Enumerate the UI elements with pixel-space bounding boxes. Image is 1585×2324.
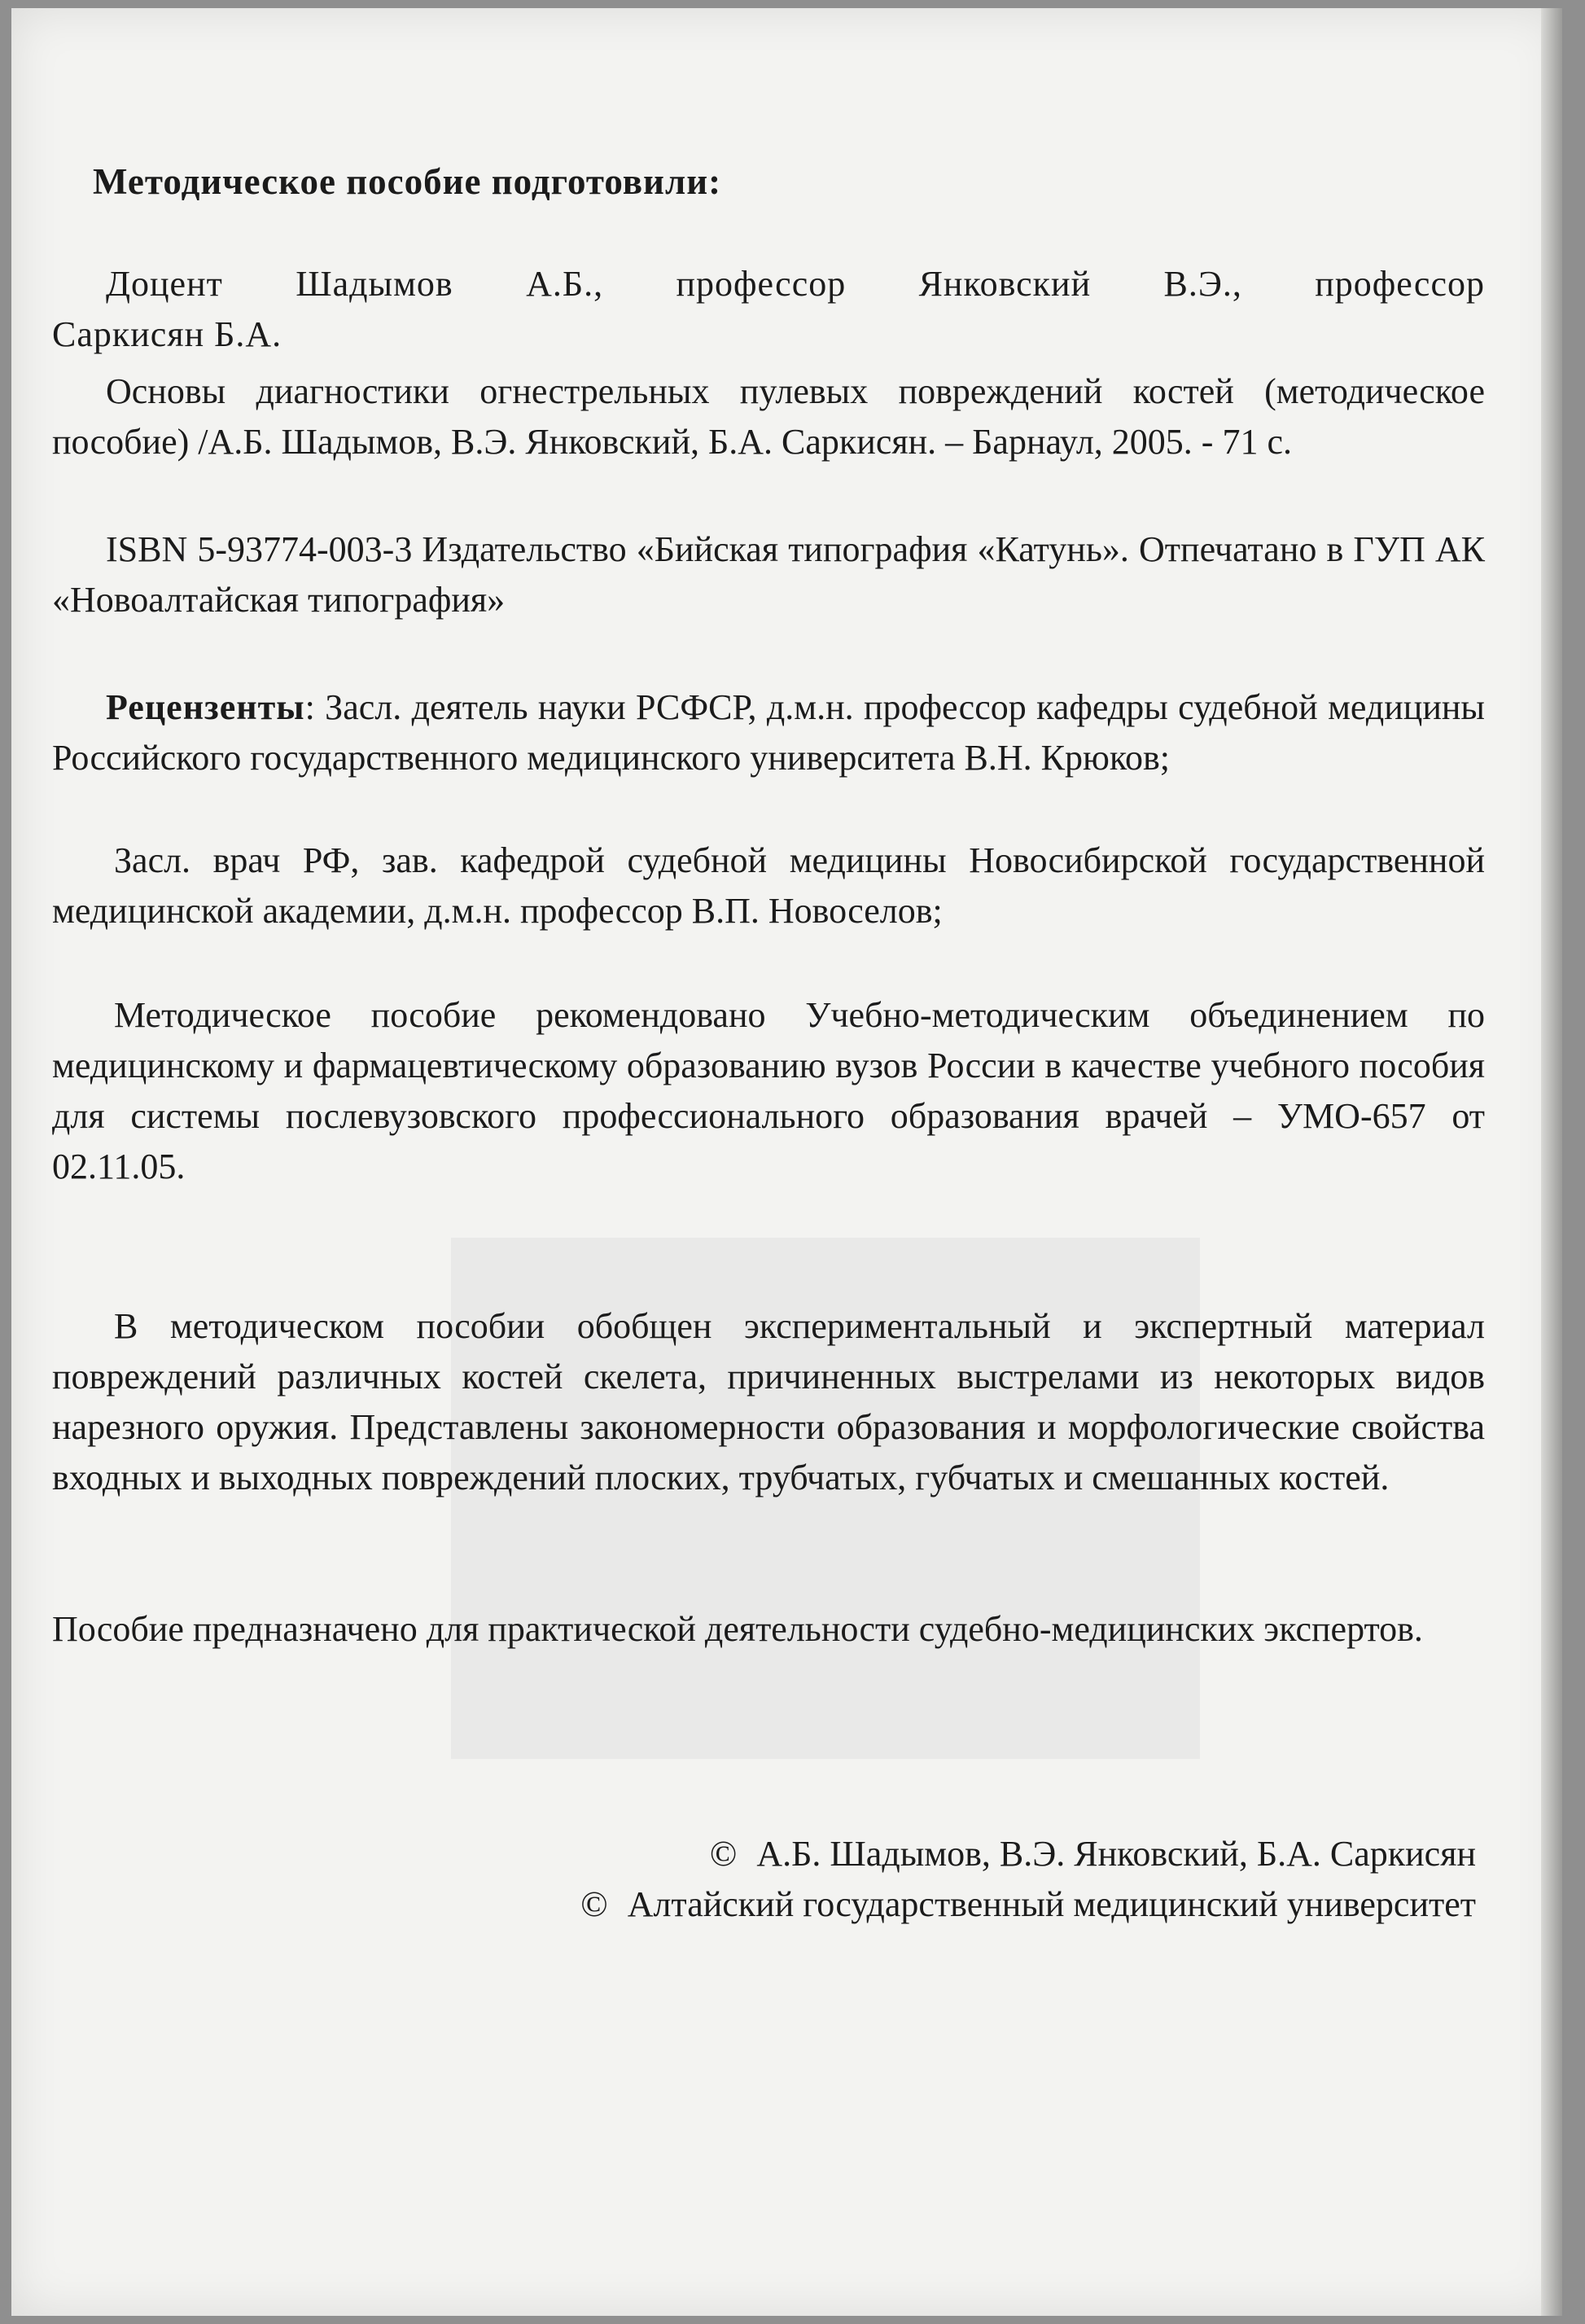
reviewer-2: Засл. врач РФ, зав. кафедрой судебной медицины Новосибирской государственной медицинской академии, д.м.н. профессор В.П. Новоселов; [52,840,1485,931]
book-page [11,8,1562,2316]
authors-list [52,259,1485,360]
prepared-by-heading: Методическое пособие подготовили: [93,161,722,202]
recommendation-paragraph: Методическое пособие рекомендовано Учебно-методическим объединением по медицинскому и фармацевтическому образованию вузов России в качестве учебного пособия для системы послевузовского профессионального образования врачей – УМО-657 от 02.11.05. [52,995,1485,1186]
reviewers-label: Рецензенты [106,687,305,727]
copyright-icon: © [580,1884,608,1924]
bibliographic-reference: Основы диагностики огнестрельных пулевых повреждений костей (методическое пособие) /А.Б. Шадымов, В.Э. Янковский, Б.А. Саркисян. – Барнаул, 2005. - 71 с. [52,371,1485,462]
authors-line-1: Доцент Шадымов А.Б., профессор Янковский В.Э., профессор [106,264,1485,304]
copyright-authors [710,1829,1476,1879]
reviewers-paragraph [52,682,1485,783]
copyright-authors-text: А.Б. Шадымов, В.Э. Янковский, Б.А. Саркисян [756,1834,1476,1874]
copyright-university-text: Алтайский государственный медицинский университет [627,1884,1476,1924]
summary-paragraph: В методическом пособии обобщен экспериментальный и экспертный материал повреждений различных костей скелета, причиненных выстрелами из некоторых видов нарезного оружия. Представлены закономерности образования и морфологические свойства входных и выходных повреждений плоских, трубчатых, губчатых и смешанных костей. [52,1306,1485,1497]
reviewer-1: : Засл. деятель науки РСФСР, д.м.н. профессор кафедры судебной медицины Российского государственного медицинского университета В.Н. Крюков; [52,687,1485,778]
purpose-paragraph: Пособие предназначено для практической деятельности судебно-медицинских экспертов. [52,1609,1423,1649]
copyright-icon: © [709,1834,738,1874]
page-spine-edge [1541,8,1562,2316]
isbn-publisher: ISBN 5-93774-003-3 Издательство «Бийская типография «Катунь». Отпечатано в ГУП АК «Новоалтайская типография» [52,529,1485,620]
copyright-university [580,1879,1476,1930]
authors-line-2: Саркисян Б.А. [52,314,282,354]
